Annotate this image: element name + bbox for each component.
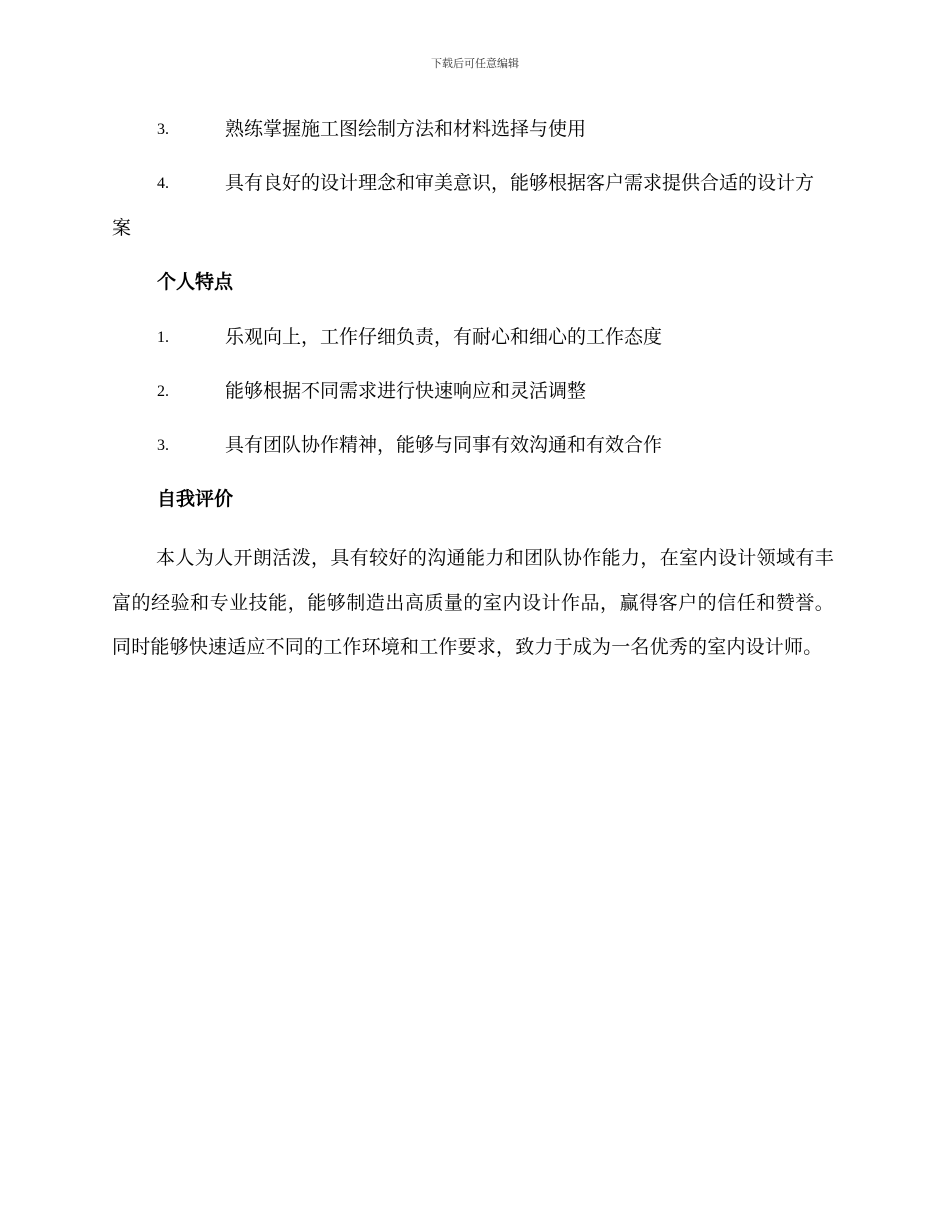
skills-list-item	[112, 107, 832, 152]
list-text: 具有良好的设计理念和审美意识，能够根据客户需求提供合适的设计方案	[112, 172, 815, 239]
traits-list-item	[112, 423, 832, 468]
list-text: 乐观向上，工作仔细负责，有耐心和细心的工作态度	[225, 326, 663, 348]
list-number: 1.	[157, 329, 169, 346]
section-heading-self-evaluation: 自我评价	[157, 488, 234, 510]
traits-list-item	[112, 315, 832, 360]
skills-list-item	[112, 161, 832, 251]
traits-list-item	[112, 369, 832, 414]
list-text: 熟练掌握施工图绘制方法和材料选择与使用	[225, 118, 587, 140]
self-evaluation-paragraph: 本人为人开朗活泼，具有较好的沟通能力和团队协作能力，在室内设计领域有丰富的经验和专业技能，能够制造出高质量的室内设计作品，赢得客户的信任和赞誉。同时能够快速适应不同的工作环境和工作要求，致力于成为一名优秀的室内设计师。	[112, 547, 834, 659]
list-number: 2.	[157, 383, 169, 400]
list-number: 3.	[157, 121, 169, 138]
header-note: 下载后可任意编辑	[431, 57, 519, 70]
section-heading-personal-traits: 个人特点	[157, 271, 234, 293]
list-text: 具有团队协作精神，能够与同事有效沟通和有效合作	[225, 434, 663, 456]
list-number: 4.	[157, 175, 169, 192]
list-text: 能够根据不同需求进行快速响应和灵活调整	[225, 380, 587, 402]
list-number: 3.	[157, 437, 169, 454]
